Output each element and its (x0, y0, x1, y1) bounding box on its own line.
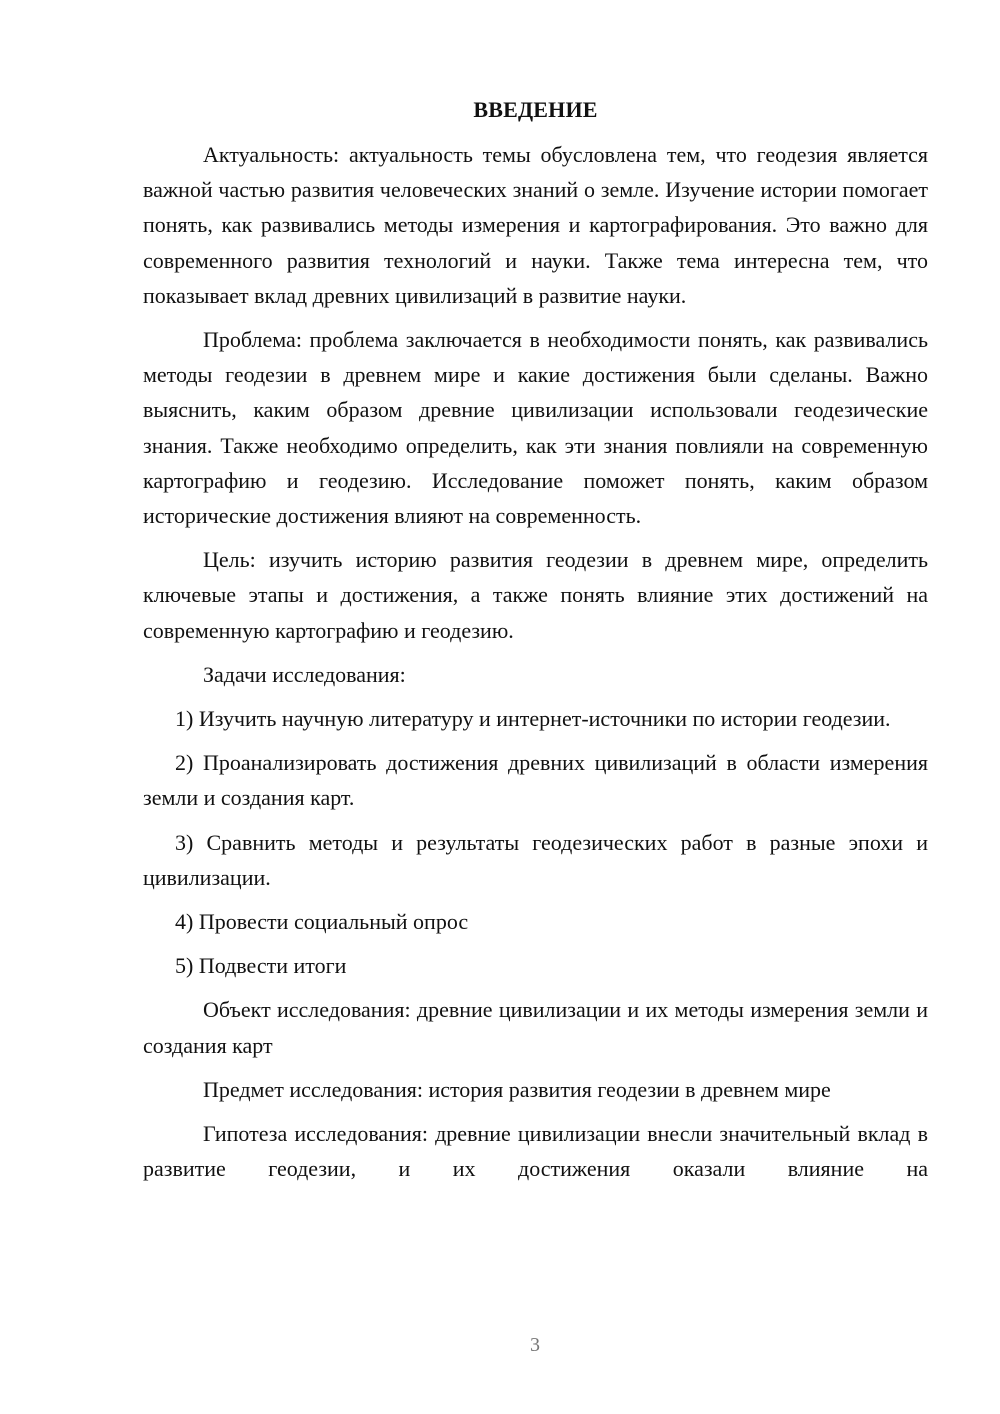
task-item-4: 4) Провести социальный опрос (175, 909, 469, 935)
section-title: ВВЕДЕНИЕ (473, 97, 598, 122)
paragraph-goal: Цель: изучить историю развития геодезии в древнем мире, определить ключевые этапы и достижения, а также понять влияние этих достижений на современную картографию и геодезию. (143, 547, 928, 643)
document-body (143, 95, 928, 1186)
tasks-heading: Задачи исследования: (203, 661, 406, 687)
task-item-2: 2) Проанализировать достижения древних цивилизаций в области измерения земли и создания карт. (143, 750, 928, 811)
task-item-5: 5) Подвести итоги (175, 953, 347, 979)
paragraph-object: Объект исследования: древние цивилизации и их методы измерения земли и создания карт (143, 997, 928, 1058)
paragraph-problem: Проблема: проблема заключается в необходимости понять, как развивались методы геодезии в древнем мире и какие достижения были сделаны. Важно выяснить, каким образом древние цивилизации использовали геодезические знания. Также необходимо определить, как эти знания повлияли на современную картографию и геодезию. Исследование поможет понять, каким образом исторические достижения влияют на современность. (143, 327, 928, 529)
paragraph-hypothesis: Гипотеза исследования: древние цивилизации внесли значительный вклад в развитие геодезии, и их достижения оказали влияние на (143, 1121, 928, 1182)
paragraph-relevance: Актуальность: актуальность темы обусловлена тем, что геодезия является важной частью развития человеческих знаний о земле. Изучение истории помогает понять, как развивались методы измерения и картографирования. Это важно для современного развития технологий и науки. Также тема интересна тем, что показывает вклад древних цивилизаций в развитие науки. (143, 142, 928, 308)
paragraph-subject: Предмет исследования: история развития геодезии в древнем мире (203, 1076, 831, 1102)
task-item-1: 1) Изучить научную литературу и интернет-источники по истории геодезии. (175, 706, 891, 732)
page-number: 3 (530, 1334, 540, 1356)
task-item-3: 3) Сравнить методы и результаты геодезических работ в разные эпохи и цивилизации. (143, 829, 928, 890)
